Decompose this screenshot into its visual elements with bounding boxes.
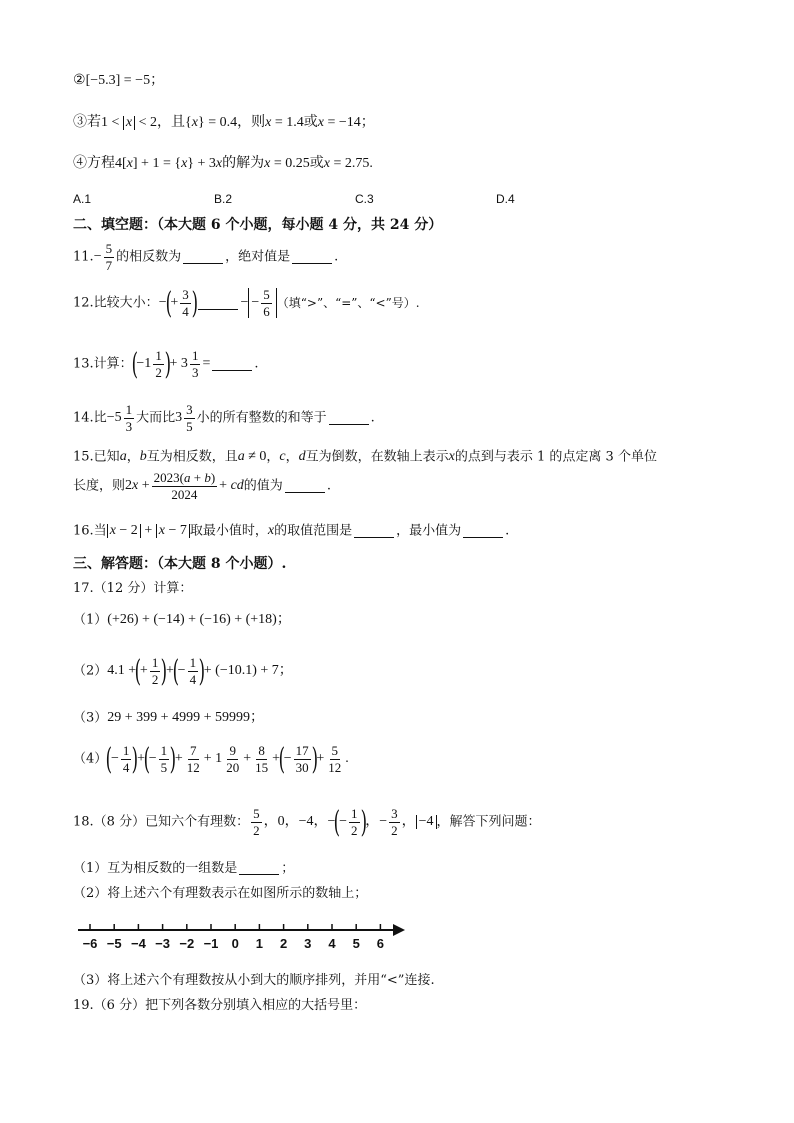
question-17-part1: （1）(+26) + (−14) + (−16) + (+18)；: [73, 612, 291, 628]
answer-blank: [292, 251, 332, 264]
question-17-part4: （4）(− $\frac{1}{4}$ )+(− $\frac{1}{5}$ )+ $\frac{7}{12}$ + 1 $\frac{9}{20}$ + $\frac{8}{15}$ +(− $\frac{17}{30}$ )+ $\frac{5}{12}$ .: [73, 741, 349, 777]
question-11: 11.− $\frac{5}{7}$ 的相反数为 ，绝对值是 .: [73, 241, 339, 273]
question-17-part3: （3）29 + 399 + 4999 + 59999；: [73, 710, 264, 726]
question-13: 13.计算：(−1 $\frac{1}{2}$ )+ 3 $\frac{1}{3}$ = .: [73, 346, 259, 382]
option-c: C.3: [355, 191, 374, 206]
tick-label: 2: [279, 936, 288, 951]
option-b: B.2: [214, 191, 233, 206]
statement-4: ④方程4[x] + 1 = {x} + 3x的解为x = 0.25或x = 2.75.: [73, 156, 373, 171]
question-17-head: 17.（12 分）计算：: [73, 581, 193, 596]
tick-label: 4: [328, 936, 336, 951]
question-18-head: 18.（8 分）已知六个有理数： $\frac{5}{2}$ ，0，−4，−(− $\frac{1}{2}$ )，− $\frac{3}{2}$ ， −4 ，解答下列问题：: [73, 804, 541, 840]
tick-label: 6: [376, 936, 385, 951]
statement-2: ②[−5.3] = −5；: [73, 73, 165, 88]
question-15-line1: 15.已知a，b互为相反数，且a ≠ 0，c，d互为倒数，在数轴上表示x的点到与表示 1 的点定离 3 个单位: [73, 449, 657, 465]
question-16: 16.当 x − 2 + x − 7 取最小值时，x的取值范围是 ，最小值为 .: [73, 523, 510, 539]
question-18-part3: （3）将上述六个有理数按从小到大的顺序排列，并用“<”连接.: [73, 973, 435, 988]
question-15-line2: 长度，则2x + $\frac{2023(a + b)}{2024}$ + cd的值为 .: [73, 470, 331, 502]
tick-label: −2: [179, 936, 195, 951]
option-d: D.4: [496, 191, 515, 206]
question-19-head: 19.（6 分）把下列各数分别填入相应的大括号里：: [73, 998, 367, 1013]
tick-label: −5: [106, 936, 122, 951]
tick-label: 5: [352, 936, 360, 951]
question-18-part1: （1）互为相反数的一组数是 ；: [73, 861, 295, 876]
answer-blank: [183, 251, 223, 264]
tick-label: 1: [255, 936, 264, 951]
question-12: 12.比较大小：−(+ $\frac{3}{4}$ ) − − $\frac{5}{6}$ （填“>”、“=”、“<”号）.: [73, 285, 420, 321]
tick-label: −3: [155, 936, 171, 951]
tick-label: 3: [304, 936, 312, 951]
number-line: [70, 918, 410, 954]
option-a: A.1: [73, 191, 92, 206]
tick-label: −4: [130, 936, 146, 951]
tick-label: −6: [82, 936, 98, 951]
question-14: 14.比−5 $\frac{1}{3}$ 大而比3 $\frac{3}{5}$ 小的所有整数的和等于 .: [73, 402, 375, 434]
question-18-part2: （2）将上述六个有理数表示在如图所示的数轴上；: [73, 886, 368, 901]
section-answer-title: 三、解答题：（本大题 8 个小题）.: [73, 556, 287, 572]
tick-label: 0: [231, 936, 239, 951]
section-fill-title: 二、填空题：（本大题 6 个小题，每小题 4 分，共 24 分）: [73, 217, 443, 233]
statement-3: ③若1 < x < 2，且{x} = 0.4，则x = 1.4或x = −14；: [73, 115, 375, 130]
tick-label: −1: [203, 936, 219, 951]
options-row: [73, 192, 637, 205]
question-17-part2: （2）4.1 +(+ $\frac{1}{2}$ )+(− $\frac{1}{4}$ )+ (−10.1) + 7；: [73, 653, 293, 689]
